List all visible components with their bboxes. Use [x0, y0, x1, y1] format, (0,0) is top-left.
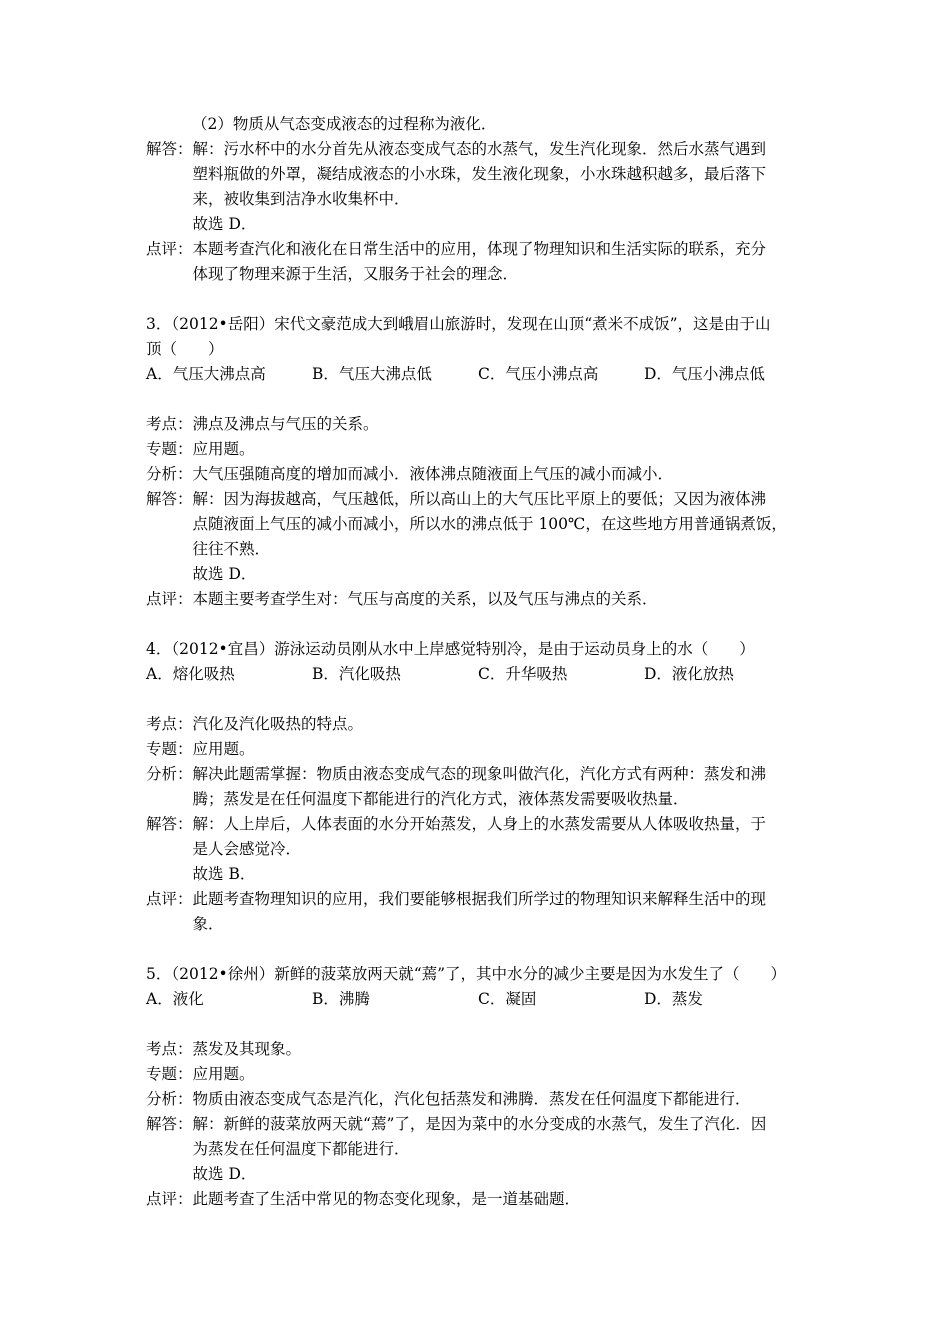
previous-analysis-continuation: （2）物质从气态变成液态的过程称为液化．: [192, 115, 497, 133]
comment-label: 点评：: [146, 240, 193, 258]
option-c: C．气压小沸点高: [478, 365, 599, 383]
jieda-line: 解：因为海拔越高，气压越低，所以高山上的大气压比平原上的要低；又因为液体沸: [192, 490, 767, 508]
question-3: [146, 312, 810, 612]
jieda-label: 解答：: [146, 1115, 193, 1133]
question-4: [146, 637, 810, 937]
option-b: B．气压大沸点低: [312, 365, 432, 383]
option-d: D．气压小沸点低: [644, 365, 765, 383]
jieda-line: 点随液面上气压的减小而减小，所以水的沸点低于 100℃，在这些地方用普通锅煮饭，: [192, 515, 787, 533]
zhuanti-text: 应用题。: [192, 440, 255, 458]
fenxi-label: 分析：: [146, 1090, 193, 1108]
jieda-choice-line: 故选 D．: [192, 1165, 257, 1183]
question-stem-line: 5．（2012•徐州）新鲜的菠菜放两天就“蔫”了，其中水分的减少主要是因为水发生了（ ）: [146, 965, 787, 983]
dianping-label: 点评：: [146, 590, 193, 608]
answer-choice-line: 故选 D．: [192, 215, 257, 233]
kaodian-label: 考点：: [146, 415, 193, 433]
dianping-label: 点评：: [146, 890, 193, 908]
answer-line: 塑料瓶做的外罩，凝结成液态的小水珠，发生液化现象，小水珠越积越多，最后落下: [192, 165, 767, 183]
jieda-line: 往往不熟．: [192, 540, 271, 558]
option-a: A．气压大沸点高: [146, 365, 266, 383]
jieda-line: 解：人上岸后，人体表面的水分开始蒸发，人身上的水蒸发需要从人体吸收热量，于: [192, 815, 767, 833]
question-stem-line: 顶（ ）: [146, 340, 224, 358]
dianping-line: 象．: [192, 915, 224, 933]
options-row: [146, 362, 810, 387]
option-c: C．升华吸热: [478, 665, 568, 683]
fenxi-label: 分析：: [146, 765, 193, 783]
zhuanti-section: [146, 737, 810, 762]
option-c: C．凝固: [478, 990, 537, 1008]
question-stem-line: 4．（2012•宜昌）游泳运动员刚从水中上岸感觉特别冷，是由于运动员身上的水（ ）: [146, 640, 755, 658]
kaodian-text: 蒸发及其现象。: [192, 1040, 302, 1058]
dianping-line: 本题主要考查学生对：气压与高度的关系，以及气压与沸点的关系．: [192, 590, 658, 608]
fenxi-line: 腾；蒸发是在任何温度下都能进行的汽化方式，液体蒸发需要吸收热量．: [192, 790, 689, 808]
options-row: [146, 662, 810, 687]
answer-line: 来，被收集到洁净水收集杯中．: [192, 190, 410, 208]
previous-answer-section: [146, 137, 810, 237]
question-stem-line: 3．（2012•岳阳）宋代文豪范成大到峨眉山旅游时，发现在山顶“煮米不成饭”，这是由于山: [146, 315, 771, 333]
answer-line: 解：污水杯中的水分首先从液态变成气态的水蒸气，发生汽化现象．然后水蒸气遇到: [192, 140, 767, 158]
fenxi-section: [146, 1087, 810, 1112]
zhuanti-text: 应用题。: [192, 740, 255, 758]
zhuanti-text: 应用题。: [192, 1065, 255, 1083]
zhuanti-section: [146, 1062, 810, 1087]
kaodian-section: [146, 1037, 810, 1062]
zhuanti-label: 专题：: [146, 440, 193, 458]
kaodian-label: 考点：: [146, 1040, 193, 1058]
fenxi-line: 大气压强随高度的增加而减小．液体沸点随液面上气压的减小而减小．: [192, 465, 674, 483]
jieda-line: 是人会感觉冷．: [192, 840, 302, 858]
comment-line: 体现了物理来源于生活，又服务于社会的理念．: [192, 265, 519, 283]
option-d: D．蒸发: [644, 990, 703, 1008]
kaodian-section: [146, 412, 810, 437]
dianping-section: [146, 887, 810, 937]
fenxi-label: 分析：: [146, 465, 193, 483]
kaodian-text: 沸点及沸点与气压的关系。: [192, 415, 379, 433]
dianping-line: 此题考查了生活中常见的物态变化现象，是一道基础题．: [192, 1190, 581, 1208]
option-a: A．熔化吸热: [146, 665, 235, 683]
kaodian-text: 汽化及汽化吸热的特点。: [192, 715, 364, 733]
jieda-choice-line: 故选 D．: [192, 565, 257, 583]
option-b: B．汽化吸热: [312, 665, 401, 683]
fenxi-line: 解决此题需掌握：物质由液态变成气态的现象叫做汽化，汽化方式有两种：蒸发和沸: [192, 765, 767, 783]
comment-line: 本题考查汽化和液化在日常生活中的应用，体现了物理知识和生活实际的联系，充分: [192, 240, 767, 258]
jieda-section: [146, 812, 810, 887]
zhuanti-label: 专题：: [146, 740, 193, 758]
dianping-line: 此题考查物理知识的应用，我们要能够根据我们所学过的物理知识来解释生活中的现: [192, 890, 767, 908]
document-page: [146, 112, 810, 1212]
jieda-line: 为蒸发在任何温度下都能进行．: [192, 1140, 410, 1158]
previous-comment-section: [146, 237, 810, 287]
jieda-label: 解答：: [146, 815, 193, 833]
dianping-section: [146, 1187, 810, 1212]
jieda-line: 解：新鲜的菠菜放两天就“蔫”了，是因为菜中的水分变成的水蒸气，发生了汽化．因: [192, 1115, 767, 1133]
option-b: B．沸腾: [312, 990, 370, 1008]
kaodian-label: 考点：: [146, 715, 193, 733]
option-d: D．液化放热: [644, 665, 734, 683]
fenxi-section: [146, 462, 810, 487]
option-a: A．液化: [146, 990, 204, 1008]
answer-label: 解答：: [146, 140, 193, 158]
fenxi-section: [146, 762, 810, 812]
options-row: [146, 987, 810, 1012]
jieda-section: [146, 487, 810, 587]
fenxi-line: 物质由液态变成气态是汽化，汽化包括蒸发和沸腾．蒸发在任何温度下都能进行．: [192, 1090, 751, 1108]
kaodian-section: [146, 712, 810, 737]
zhuanti-section: [146, 437, 810, 462]
question-5: [146, 962, 810, 1212]
jieda-section: [146, 1112, 810, 1187]
jieda-choice-line: 故选 B．: [192, 865, 256, 883]
dianping-label: 点评：: [146, 1190, 193, 1208]
zhuanti-label: 专题：: [146, 1065, 193, 1083]
dianping-section: [146, 587, 810, 612]
jieda-label: 解答：: [146, 490, 193, 508]
